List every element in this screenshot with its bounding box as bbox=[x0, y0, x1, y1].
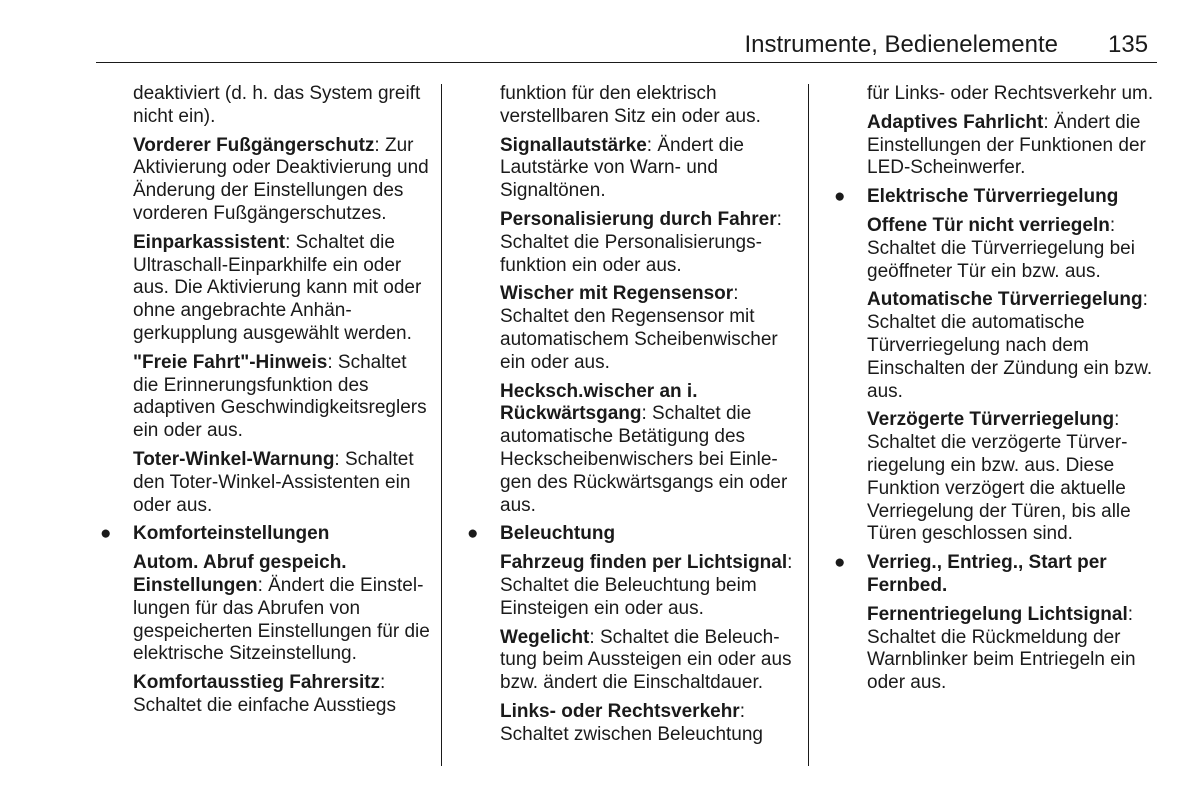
page-number: 135 bbox=[1108, 31, 1149, 58]
text-paragraph bbox=[867, 215, 1162, 283]
text-paragraph bbox=[500, 552, 798, 620]
text-paragraph bbox=[133, 83, 435, 129]
setting-name: Offene Tür nicht verriegeln bbox=[867, 214, 1110, 236]
bullet-heading-label: Komforteinstellungen bbox=[133, 523, 330, 545]
text-paragraph bbox=[867, 604, 1162, 695]
setting-name: Verzögerte Türverriegelung bbox=[867, 409, 1115, 431]
setting-description: : Schaltet die verzögerte Türverriegelung ein bzw. aus. Diese Funktion verzögert die aktuelle Verriegelung der Türen, bis alle Türen geschlossen sind. bbox=[867, 409, 1131, 545]
setting-description: : Schaltet die Beleuchtung beim Aussteigen ein oder aus bzw. ändert die Einschaltdauer. bbox=[500, 626, 792, 694]
text-paragraph bbox=[133, 232, 435, 346]
setting-name: "Freie Fahrt"-Hinweis bbox=[133, 351, 328, 373]
text-paragraph bbox=[500, 209, 798, 277]
bullet-heading bbox=[467, 523, 798, 546]
setting-name: Einparkassistent bbox=[133, 231, 286, 253]
setting-name: Autom. Abruf gespeich. Einstellungen bbox=[133, 552, 347, 596]
bullet-heading-label: Verrieg., Entrieg., Start per Fernbed. bbox=[867, 552, 1107, 596]
setting-name: Wischer mit Regensensor bbox=[500, 283, 734, 305]
text-column-1 bbox=[100, 83, 435, 724]
column-divider-1 bbox=[441, 84, 442, 766]
text-column-2 bbox=[467, 83, 798, 753]
setting-description: : Schaltet die Personalisierungsfunktion ein oder aus. bbox=[500, 208, 782, 276]
setting-description: : Schaltet die Erinnerungsfunktion des adaptiven Geschwindigkeitsreglers ein oder aus. bbox=[133, 351, 427, 442]
text-paragraph bbox=[133, 552, 435, 666]
setting-name: Personalisierung durch Fahrer bbox=[500, 208, 777, 230]
setting-name: Komfortausstieg Fahrersitz bbox=[133, 672, 381, 694]
setting-name: Adaptives Fahrlicht bbox=[867, 111, 1044, 133]
bullet-dot-icon: ● bbox=[834, 186, 846, 208]
text-paragraph bbox=[500, 701, 798, 747]
text-paragraph bbox=[500, 381, 798, 518]
bullet-heading-label: Elektrische Türverriegelung bbox=[867, 186, 1119, 208]
setting-description: : Schaltet die Ultraschall-Einparkhilfe ein oder aus. Die Aktivierung kann mit oder ohne angebrachte Anhängerkupplung ausgewählt werden. bbox=[133, 231, 422, 344]
setting-name: Hecksch.wischer an i. Rückwärtsgang bbox=[500, 380, 698, 425]
bullet-heading bbox=[834, 552, 1162, 598]
text-paragraph bbox=[133, 672, 435, 718]
text-paragraph bbox=[867, 83, 1162, 106]
page-header-title: Instrumente, Bedienelemente bbox=[744, 31, 1058, 58]
text-paragraph bbox=[867, 409, 1162, 546]
bullet-heading bbox=[100, 523, 435, 546]
setting-name: Signallautstärke bbox=[500, 134, 647, 156]
text-paragraph bbox=[867, 112, 1162, 180]
text-paragraph bbox=[133, 352, 435, 443]
setting-description: : Zur Aktivierung oder Deaktivierung und Änderung der Einstellungen des vorderen Fußgängerschutzes. bbox=[133, 134, 429, 224]
setting-description: : Ändert die Einstellungen der Funktionen der LED-Scheinwerfer. bbox=[867, 111, 1146, 179]
bullet-heading bbox=[834, 186, 1162, 209]
setting-description: funktion für den elektrisch verstellbaren Sitz ein oder aus. bbox=[500, 83, 761, 127]
bullet-dot-icon: ● bbox=[100, 523, 112, 545]
setting-description: : Schaltet die Türverriegelung bei geöffneter Tür ein bzw. aus. bbox=[867, 214, 1135, 282]
text-paragraph bbox=[500, 283, 798, 374]
setting-description: : Schaltet die Beleuchtung beim Einsteigen ein oder aus. bbox=[500, 552, 793, 619]
text-paragraph bbox=[500, 83, 798, 129]
setting-description: : Schaltet die automatische Betätigung des Heckscheibenwischers bei Einlegen des Rückwärtsgangs ein oder aus. bbox=[500, 403, 788, 516]
setting-name: Fernentriegelung Lichtsignal bbox=[867, 603, 1128, 625]
bullet-dot-icon: ● bbox=[834, 552, 846, 574]
setting-description: : Schaltet den Regensensor mit automatischem Scheibenwischer ein oder aus. bbox=[500, 283, 778, 373]
text-paragraph bbox=[867, 289, 1162, 403]
text-paragraph bbox=[133, 449, 435, 517]
setting-name: Toter-Winkel-Warnung bbox=[133, 448, 335, 470]
text-column-3 bbox=[834, 83, 1162, 701]
setting-name: Links- oder Rechtsverkehr bbox=[500, 700, 740, 722]
setting-description: : Ändert die Einstellungen für das Abrufen von gespeicherten Einstellungen für die elektrische Sitzeinstellung. bbox=[133, 574, 430, 665]
column-divider-2 bbox=[808, 84, 809, 766]
text-paragraph bbox=[500, 135, 798, 203]
setting-name: Vorderer Fußgängerschutz bbox=[133, 134, 375, 156]
setting-description: : Schaltet die automatische Türverriegelung nach dem Einschalten der Zündung ein bzw. aus. bbox=[867, 289, 1153, 402]
bullet-dot-icon: ● bbox=[467, 523, 479, 545]
setting-description: für Links- oder Rechtsverkehr um. bbox=[867, 83, 1154, 104]
setting-description: : Schaltet zwischen Beleuchtung bbox=[500, 700, 763, 745]
setting-description: deaktiviert (d. h. das System greift nicht ein). bbox=[133, 83, 421, 127]
setting-description: : Schaltet die einfache Ausstiegs bbox=[133, 672, 397, 716]
setting-description: : Ändert die Lautstärke von Warn- und Signaltönen. bbox=[500, 134, 744, 202]
bullet-heading-label: Beleuchtung bbox=[500, 523, 616, 545]
setting-description: : Schaltet die Rückmeldung der Warnblinker beim Entriegeln ein oder aus. bbox=[867, 603, 1136, 694]
setting-name: Fahrzeug finden per Lichtsignal bbox=[500, 552, 788, 574]
text-paragraph bbox=[500, 627, 798, 695]
setting-name: Wegelicht bbox=[500, 626, 590, 648]
text-paragraph bbox=[133, 135, 435, 226]
header-divider bbox=[96, 62, 1157, 63]
setting-description: : Schaltet den Toter-Winkel-Assistenten ein oder aus. bbox=[133, 448, 414, 516]
setting-name: Automatische Türverriegelung bbox=[867, 289, 1143, 311]
